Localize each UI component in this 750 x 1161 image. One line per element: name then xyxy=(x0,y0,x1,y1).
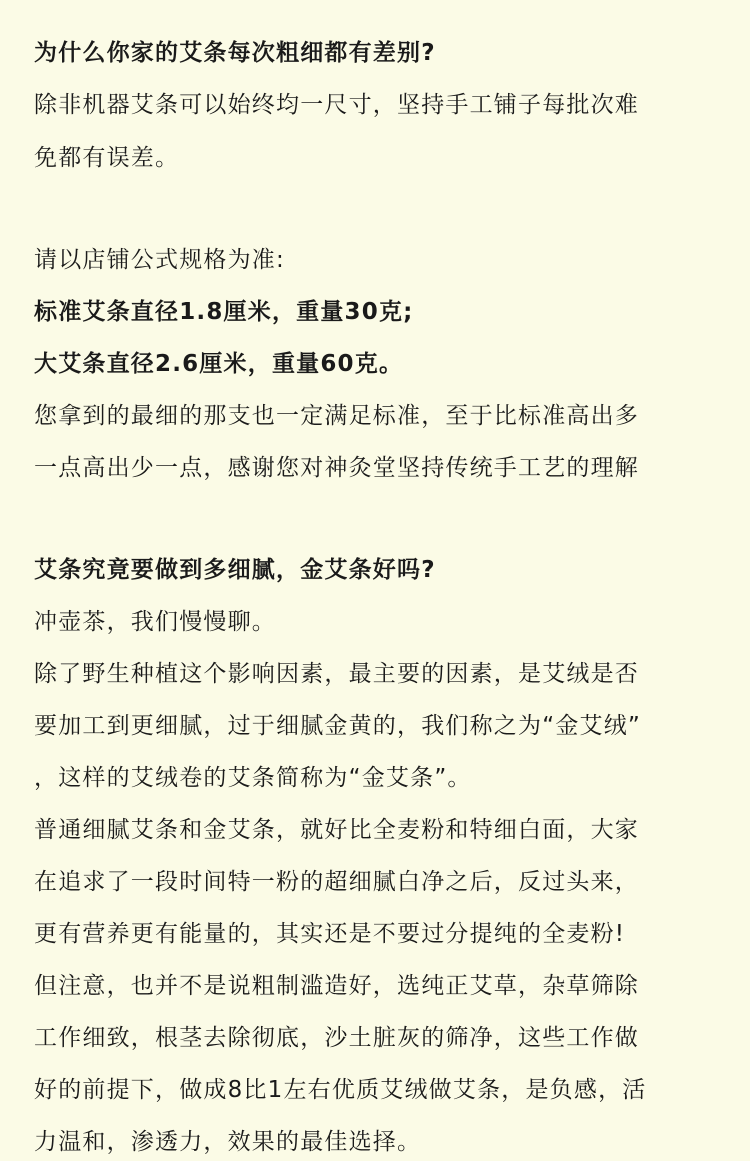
spec-large: 大艾条直径2.6厘米，重量60克。 xyxy=(34,351,404,377)
section2-line9: 工作细致，根茎去除彻底，沙土脏灰的筛净，这些工作做 xyxy=(34,1025,639,1051)
section2-line5: 普通细腻艾条和金艾条，就好比全麦粉和特细白面，大家 xyxy=(34,817,639,843)
section2-line10: 好的前提下，做成8比1左右优质艾绒做艾条，是负感，活 xyxy=(34,1077,647,1103)
section2-line3: 要加工到更细腻，过于细腻金黄的，我们称之为“金艾绒” xyxy=(34,713,642,739)
spec-standard: 标准艾条直径1.8厘米，重量30克; xyxy=(34,299,414,325)
section2-heading: 艾条究竟要做到多细腻，金艾条好吗? xyxy=(34,557,436,583)
spec-intro: 请以店铺公式规格为准: xyxy=(34,247,285,273)
section1-para1-line2: 免都有误差。 xyxy=(34,145,180,171)
section2-line8: 但注意，也并不是说粗制滥造好，选纯正艾草，杂草筛除 xyxy=(34,973,639,999)
section1-para2-line2: 一点高出少一点，感谢您对神灸堂坚持传统手工艺的理解 xyxy=(34,455,639,481)
section1-para1-line1: 除非机器艾条可以始终均一尺寸，坚持手工铺子每批次难 xyxy=(34,92,639,118)
section2-line2: 除了野生种植这个影响因素，最主要的因素，是艾绒是否 xyxy=(34,661,639,687)
section2-line11: 力温和，渗透力，效果的最佳选择。 xyxy=(34,1129,422,1155)
section2-line6: 在追求了一段时间特一粉的超细腻白净之后，反过头来， xyxy=(34,869,639,895)
section1-heading: 为什么你家的艾条每次粗细都有差别? xyxy=(34,40,436,66)
section1-para2-line1: 您拿到的最细的那支也一定满足标准，至于比标准高出多 xyxy=(34,403,639,429)
section2-line7: 更有营养更有能量的，其实还是不要过分提纯的全麦粉! xyxy=(34,921,626,947)
section2-line4: ，这样的艾绒卷的艾条简称为“金艾条”。 xyxy=(34,765,472,791)
section2-line1: 冲壶茶，我们慢慢聊。 xyxy=(34,609,276,635)
